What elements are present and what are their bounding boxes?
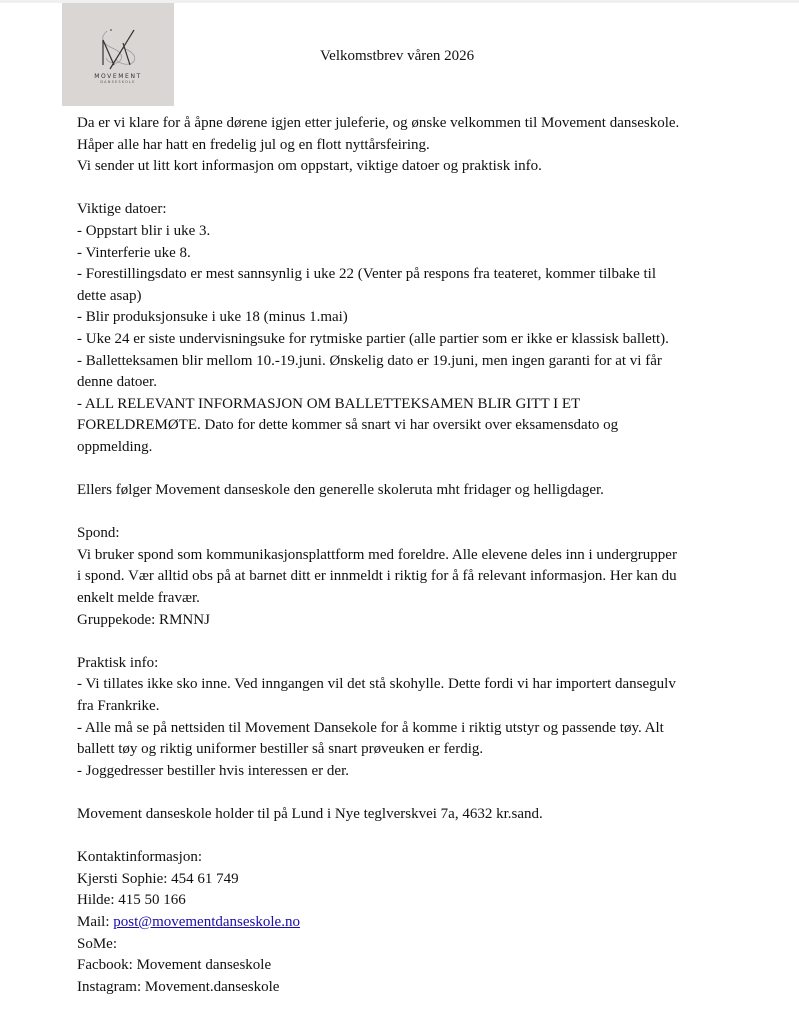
dates-line: - Oppstart blir i uke 3. <box>77 222 211 239</box>
contact-phone-hilde: Hilde: 415 50 166 <box>77 892 186 909</box>
contact-section <box>77 847 747 998</box>
contact-phone-kjersti: Kjersti Sophie: 454 61 749 <box>77 870 239 887</box>
address-text: Movement danseskole holder til på Lund i Nye teglverskvei 7a, 4632 kr.sand. <box>77 806 543 822</box>
mail-link[interactable]: post@movementdanseskole.no <box>113 913 300 930</box>
intro-section <box>77 113 747 178</box>
dates-line: - Forestillingsdato er mest sannsynlig i uke 22 (Venter på respons fra teateret, kommer tilbake til <box>77 266 657 283</box>
page-title: Velkomstbrev våren 2026 <box>320 48 475 64</box>
practical-line: - Alle må se på nettsiden til Movement Dansekole for å komme i riktig utstyr og passende tøy. Alt <box>77 719 664 736</box>
practical-line: - Joggedresser bestiller hvis interessen er der. <box>77 762 349 779</box>
spond-section <box>77 523 747 631</box>
practical-section <box>77 653 747 783</box>
dates-section <box>77 199 747 458</box>
practical-heading: Praktisk info: <box>77 654 159 671</box>
dates-line: - Balletteksamen blir mellom 10.-19.juni. Ønskelig dato er 19.juni, men ingen garanti for at vi får <box>77 352 662 369</box>
spond-heading: Spond: <box>77 525 120 542</box>
holidays-text: Ellers følger Movement danseskole den generelle skoleruta mht fridager og helligdager. <box>77 482 604 499</box>
practical-line: fra Frankrike. <box>77 698 160 715</box>
dates-line: dette asap) <box>77 287 142 304</box>
dates-heading: Viktige datoer: <box>77 201 167 218</box>
dates-line: - Uke 24 er siste undervisningsuke for rytmiske partier (alle partier som er ikke er klassisk ballett). <box>77 330 669 347</box>
contact-heading: Kontaktinformasjon: <box>77 849 202 866</box>
contact-some-heading: SoMe: <box>77 935 118 952</box>
practical-line: ballett tøy og riktig uniformer bestiller så snart prøveuken er ferdig. <box>77 741 484 758</box>
logo-subtitle: DANSESKOLE <box>100 80 136 84</box>
logo-monogram-icon <box>62 3 174 106</box>
practical-line: - Vi tillates ikke sko inne. Ved inngangen vil det stå skohylle. Dette fordi vi har importert dansegulv <box>77 676 676 693</box>
spond-line: i spond. Vær alltid obs på at barnet ditt er innmeldt i riktig for å få relevant informasjon. Her kan du <box>77 568 677 585</box>
spond-line: enkelt melde fravær. <box>77 590 200 607</box>
contact-facebook: Facbook: Movement danseskole <box>77 957 272 974</box>
dates-line: FORELDREMØTE. Dato for dette kommer så snart vi har oversikt over eksamensdato og <box>77 417 619 434</box>
intro-line: Da er vi klare for å åpne dørene igjen etter juleferie, og ønske velkommen til Movement danseskole. <box>77 115 680 131</box>
mail-label: Mail: <box>77 913 114 930</box>
dates-line: denne datoer. <box>77 374 157 391</box>
spond-line: Vi bruker spond som kommunikasjonsplattform med foreldre. Alle elevene deles inn i undergrupper <box>77 546 677 563</box>
contact-instagram: Instagram: Movement.danseskole <box>77 978 280 995</box>
dates-line: - Blir produksjonsuke i uke 18 (minus 1.mai) <box>77 309 348 326</box>
dates-line: - Vinterferie uke 8. <box>77 244 191 261</box>
intro-line: Håper alle har hatt en fredelig jul og en flott nyttårsfeiring. <box>77 136 430 153</box>
movement-logo <box>62 3 174 106</box>
dates-line: - ALL RELEVANT INFORMASJON OM BALLETTEKSAMEN BLIR GITT I ET <box>77 395 581 412</box>
intro-line: Vi sender ut litt kort informasjon om oppstart, viktige datoer og praktisk info. <box>77 158 542 175</box>
logo-wordmark: MOVEMENT <box>94 73 142 80</box>
dates-line: oppmelding. <box>77 438 153 455</box>
contact-mail-row <box>77 912 747 934</box>
spond-group-code: Gruppekode: RMNNJ <box>77 611 210 628</box>
letter-body <box>77 113 747 998</box>
